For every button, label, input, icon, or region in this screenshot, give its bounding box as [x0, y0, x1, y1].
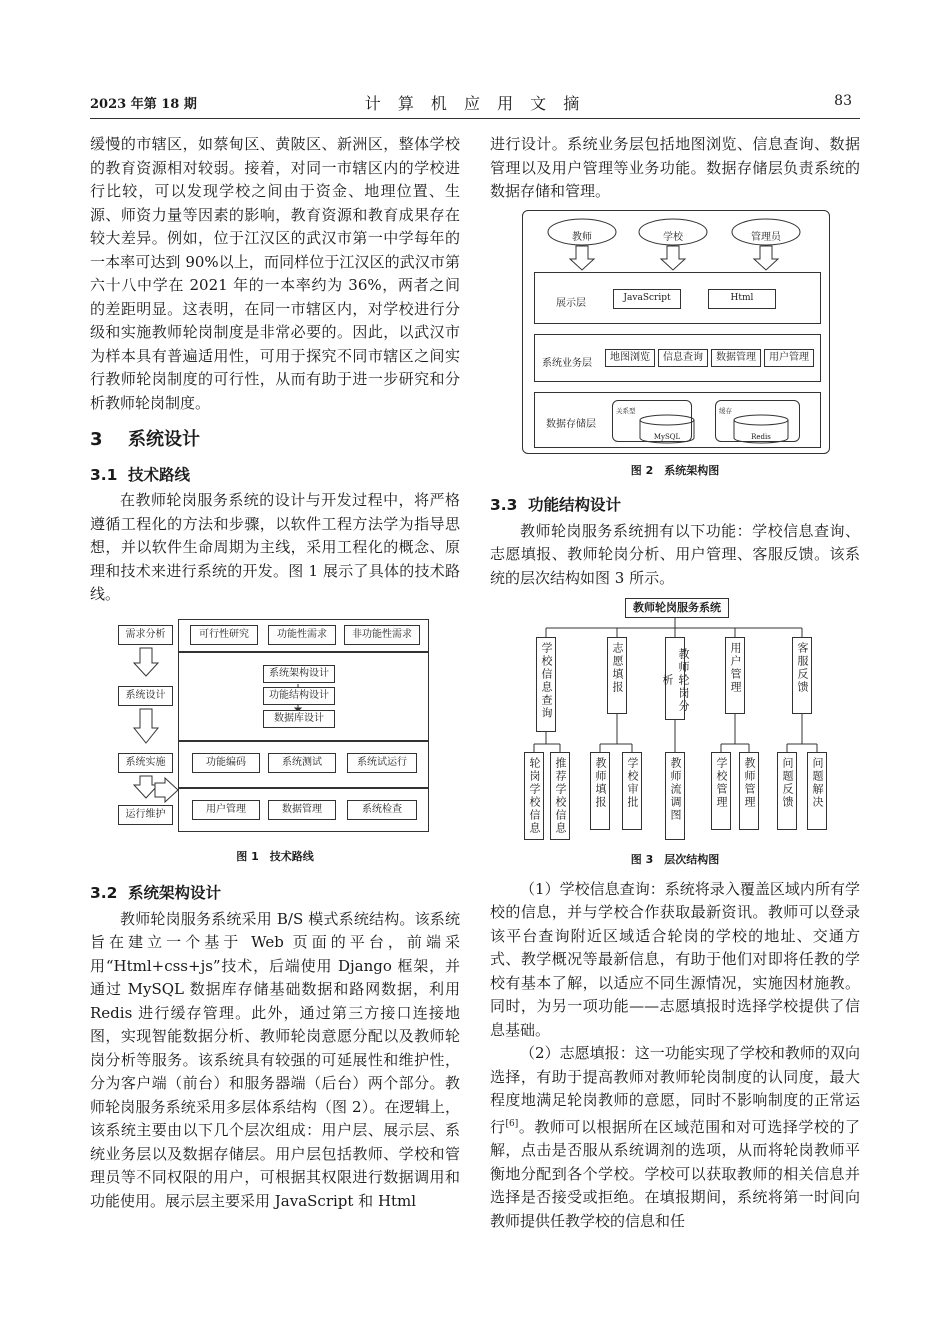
fig1-row4-box: 用户管理 [192, 800, 260, 820]
fig1-row2-box: 系统架构设计 [263, 665, 335, 683]
figure-1-caption: 图 1 技术路线 [236, 849, 314, 863]
paragraph-3-1: 在教师轮岗服务系统的设计与开发过程中，将严格遵循工程化的方法和步骤，以软件工程方法学为指导思想，并以软件生命周期为主线，采用工程化的概念、原理和技术来进行系统的开发。图 1 展示了具体的技术路线。 [90, 491, 460, 603]
page-number: 83 [834, 93, 852, 109]
section-number: 3.1 [90, 465, 118, 484]
section-number: 3.2 [90, 884, 118, 902]
fig2-user-label: 学校 [663, 231, 683, 243]
fig2-db-label: Redis [751, 432, 771, 441]
right-column [490, 133, 860, 1233]
fig1-row1-box: 非功能性需求 [344, 625, 420, 645]
fig2-display-item: Html [708, 289, 776, 309]
fig1-row4-box: 系统检查 [347, 800, 417, 820]
fig1-row2-box: 功能结构设计 [263, 687, 335, 705]
fig2-down-arrow [754, 246, 778, 270]
fig1-row2-box: 数据库设计 [263, 710, 335, 728]
fig2-storage-tag: 缓存 [719, 406, 732, 415]
item-2-text-b: 。教师可以根据所在区域范围和对可选择学校的了解，点击是否服从系统调剂的选项，从而将轮岗教师平衡地分配到各个学校。学校可以获取教师的相关信息并选择是否接受或拒绝。在填报期间，系统将第一时间向教师提供任教学校的信息和任 [490, 1117, 860, 1230]
fig3-level2-box: 问题解决 [807, 752, 827, 830]
journal-title: 计 算 机 应 用 文 摘 [364, 94, 586, 113]
fig3-level2-box: 学校管理 [711, 752, 731, 830]
item-2-text-a: （2）志愿填报：这一功能实现了学校和教师的双向选择，有助于提高教师对教师轮岗制度的认同度，最大程度地满足轮岗教师的意愿，同时不影响制度的正常运行 [490, 1044, 860, 1136]
fig1-right-arrow [155, 778, 178, 802]
figure-1-tech-route [90, 613, 460, 845]
fig2-user-label: 管理员 [751, 231, 781, 243]
fig2-storage-tag: 关系型 [616, 406, 636, 415]
fig1-down-arrow [134, 648, 158, 676]
fig1-row1-box: 功能性需求 [268, 625, 336, 645]
section-number: 3.3 [490, 496, 518, 514]
fig2-down-arrow [661, 246, 685, 270]
fig1-down-arrow [134, 776, 158, 798]
paragraph-3-2: 教师轮岗服务系统采用 B/S 模式系统结构。该系统旨在建立一个基于 Web 页面的平台，前端采用“Html+css+js”技术，后端使用 Django 框架，并通过 MySQL 数据库存储基础数据和路网数据，利用 Redis 进行缓存管理。此外，通过第三方接口连接地图，实现智能数据分析、教师轮岗意愿分配以及教师轮岗分析等服务。该系统具有较强的可延展性和维护性，分为客户端（前台）和服务器端（后台）两个部分。教师轮岗服务系统采用多层体系结构（图 2）。在逻辑上，该系统主要由以下几个层次组成：用户层、展示层、系统业务层以及数据存储层。用户层包括教师、学校和管理员等不同权限的用户，可根据其权限进行数据调用和功能使用。展示层主要采用 JavaScript 和 Html [90, 909, 460, 1210]
fig2-down-arrow [570, 246, 594, 270]
fig3-level1-box: 志愿填报 [607, 637, 627, 714]
fig2-display-item: JavaScript [613, 289, 681, 309]
fig3-level2-box: 推荐学校信息 [550, 752, 570, 840]
paragraph-continued: 缓慢的市辖区，如蔡甸区、黄陂区、新洲区，整体学校的教育资源相对较弱。接着，对同一市辖区内的学校进行比较，可以发现学校之间由于资金、地理位置、生源、师资力量等因素的影响，教育资源和教育成果存在较大差异。例如，位于江汉区的武汉市第一中学每年的一本率可达到 90%以上，而同样位于江汉区的武汉市第六十八中学在 2021 年的一本率约为 36%，两者之间的差距明显。这表明，在同一市辖区内，对学校进行分级和实施教师轮岗制度是非常必要的。因此，以武汉市为样本具有普遍适用性，可用于探究不同市辖区之间实行教师轮岗制度的可行性，从而有助于进一步研究和分析教师轮岗制度。 [90, 135, 460, 412]
fig2-business-item: 数据管理 [711, 349, 761, 367]
section-3-2-heading [90, 882, 460, 906]
section-3-3-heading [490, 494, 860, 518]
fig1-step-box: 需求分析 [118, 625, 173, 645]
fig1-row1-box: 可行性研究 [190, 625, 258, 645]
fig1-row4-box: 数据管理 [268, 800, 336, 820]
left-column [90, 133, 460, 1213]
fig3-level2-box: 问题反馈 [777, 752, 797, 830]
fig1-row3-box: 功能编码 [192, 753, 260, 773]
fig3-root-box: 教师轮岗服务系统 [625, 598, 729, 618]
fig3-level1-box: 教师轮岗分析 [665, 637, 685, 720]
figure-3-caption: 图 3 层次结构图 [630, 853, 720, 866]
fig2-business-item: 地图浏览 [605, 349, 655, 367]
section-number: 3 [90, 429, 103, 450]
header-rule [90, 118, 860, 119]
fig2-layer-label: 数据存储层 [546, 418, 596, 430]
fig3-level2-box: 学校审批 [622, 752, 642, 830]
fig2-db-label: MySQL [653, 432, 681, 441]
fig3-level2-box: 教师流调图 [665, 752, 685, 840]
paragraph-3-3: 教师轮岗服务系统拥有以下功能：学校信息查询、志愿填报、教师轮岗分析、用户管理、客服反馈。该系统的层次结构如图 3 所示。 [490, 521, 860, 587]
citation-ref: [6] [505, 1118, 519, 1129]
fig1-step-box: 系统设计 [118, 686, 173, 706]
paragraph-item-1: （1）学校信息查询：系统将录入覆盖区域内所有学校的信息，并与学校合作获取最新资讯。教师可以登录该平台查询附近区域适合轮岗的学校的地址、交通方式、教学概况等最新信息，有助于他们对即将任教的学校有基本了解，以适应不同生源情况，实施因材施教。同时，为另一项功能——志愿填报时选择学校提供了信息基础。 [490, 879, 860, 1039]
fig3-level1-box: 学校信息查询 [536, 637, 556, 732]
section-3-heading [90, 428, 460, 452]
section-title: 系统设计 [128, 429, 200, 450]
fig2-layer-label: 展示层 [556, 297, 586, 309]
figure-3-hierarchy [490, 594, 860, 846]
section-title: 技术路线 [128, 465, 191, 484]
fig1-row3-box: 系统试运行 [347, 753, 417, 773]
section-3-1-heading [90, 464, 460, 488]
running-header [0, 93, 950, 117]
section-title: 功能结构设计 [528, 496, 622, 514]
fig3-level2-box: 教师管理 [739, 752, 759, 830]
fig2-business-item: 信息查询 [658, 349, 708, 367]
figure-2-caption: 图 2 系统架构图 [630, 463, 720, 477]
figure-2-architecture [490, 210, 860, 465]
fig1-step-box: 运行维护 [118, 805, 173, 825]
paragraph-item-2 [490, 1042, 860, 1233]
fig1-row3-box: 系统测试 [268, 753, 336, 773]
fig2-business-item: 用户管理 [764, 349, 814, 367]
fig3-level2-box: 教师填报 [590, 752, 610, 830]
fig3-level2-box: 轮岗学校信息 [524, 752, 544, 840]
fig1-step-box: 系统实施 [118, 753, 173, 773]
section-title: 系统架构设计 [128, 884, 222, 902]
fig3-level1-box: 客服反馈 [792, 637, 812, 714]
issue-label: 2023 年第 18 期 [90, 97, 197, 112]
fig3-level1-box: 用户管理 [725, 637, 745, 714]
paragraph-continued-right: 进行设计。系统业务层包括地图浏览、信息查询、数据管理以及用户管理等业务功能。数据存储层负责系统的数据存储和管理。 [490, 135, 860, 200]
fig1-down-arrow [134, 709, 158, 743]
fig2-user-label: 教师 [572, 231, 592, 243]
fig2-layer-label: 系统业务层 [542, 357, 592, 369]
